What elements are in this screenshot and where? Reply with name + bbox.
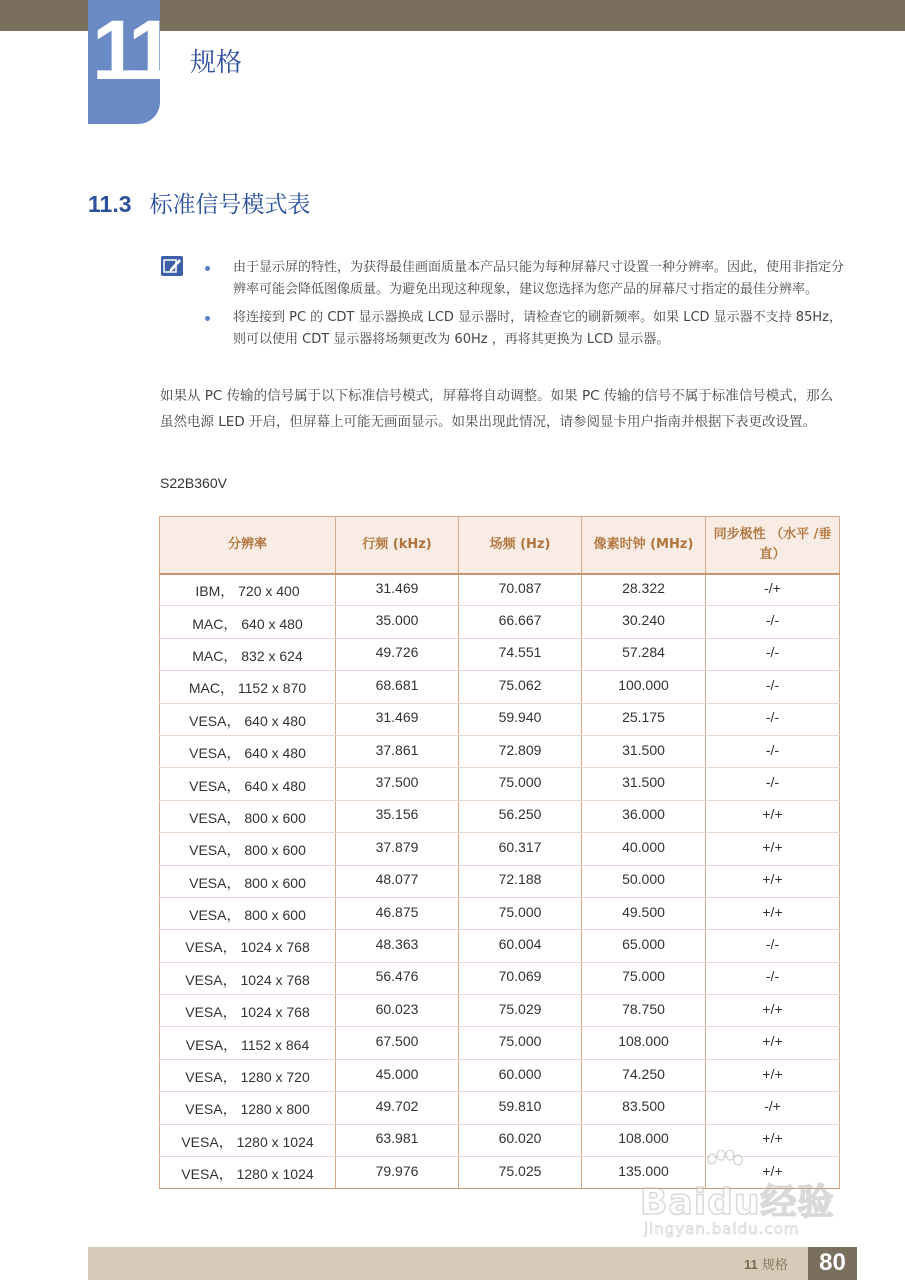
page-number: 80 [819,1249,846,1276]
cell-sync-polarity: -/+ [706,574,840,606]
cell-sync-polarity: +/+ [706,1124,840,1156]
cell-resolution: VESA， 1280 x 800 [160,1092,336,1124]
cell-resolution: VESA， 800 x 600 [160,833,336,865]
header-pixel-clock: 像素时钟 (MHz) [582,517,706,574]
cell-resolution: VESA， 800 x 600 [160,800,336,832]
cell-resolution: VESA， 1152 x 864 [160,1027,336,1059]
cell-v-freq: 60.000 [459,1059,582,1091]
watermark-logo: Baidu经验 [640,1182,835,1223]
table-body [160,574,840,1189]
cell-resolution: IBM， 720 x 400 [160,574,336,606]
footer-bar [88,1247,857,1280]
cell-sync-polarity: -/- [706,768,840,800]
cell-v-freq: 75.029 [459,995,582,1027]
table-header-row [160,517,840,574]
cell-sync-polarity: -/- [706,671,840,703]
cell-h-freq: 67.500 [336,1027,459,1059]
cell-resolution: VESA， 1280 x 1024 [160,1124,336,1156]
cell-pixel-clock: 50.000 [582,865,706,897]
cell-sync-polarity: -/- [706,638,840,670]
cell-sync-polarity: -/- [706,930,840,962]
table-row [160,703,840,735]
cell-sync-polarity: +/+ [706,1059,840,1091]
cell-resolution: MAC， 1152 x 870 [160,671,336,703]
cell-v-freq: 60.317 [459,833,582,865]
note-icon [161,256,183,276]
table-row [160,735,840,767]
cell-pixel-clock: 57.284 [582,638,706,670]
cell-h-freq: 31.469 [336,703,459,735]
table-row [160,638,840,670]
section-title [88,186,311,219]
table-row [160,1092,840,1124]
cell-sync-polarity: +/+ [706,833,840,865]
cell-resolution: VESA， 800 x 600 [160,865,336,897]
cell-h-freq: 49.726 [336,638,459,670]
bullet-icon [205,316,210,321]
cell-pixel-clock: 100.000 [582,671,706,703]
note-text: 将连接到 PC 的 CDT 显示器换成 LCD 显示器时，请检查它的刷新频率。如果 LCD 显示器不支持 85Hz，则可以使用 CDT 显示器将场频更改为 60Hz ，再将其更换为 LCD 显示器。 [233,310,842,347]
cell-v-freq: 72.188 [459,865,582,897]
cell-h-freq: 37.861 [336,735,459,767]
cell-resolution: VESA， 1024 x 768 [160,930,336,962]
footer-chapter-label [744,1254,788,1273]
cell-pixel-clock: 25.175 [582,703,706,735]
cell-v-freq: 75.000 [459,1027,582,1059]
cell-resolution: VESA， 1024 x 768 [160,995,336,1027]
cell-h-freq: 46.875 [336,897,459,929]
cell-pixel-clock: 135.000 [582,1157,706,1189]
cell-h-freq: 35.156 [336,800,459,832]
table-row [160,606,840,638]
section-number: 11.3 [88,191,132,217]
note-item [205,307,845,351]
cell-pixel-clock: 65.000 [582,930,706,962]
cell-pixel-clock: 49.500 [582,897,706,929]
cell-h-freq: 45.000 [336,1059,459,1091]
cell-resolution: MAC， 832 x 624 [160,638,336,670]
cell-sync-polarity: +/+ [706,1157,840,1189]
cell-h-freq: 37.879 [336,833,459,865]
section-title-text: 标准信号模式表 [149,192,311,218]
table-row [160,962,840,994]
header-h-freq: 行频 (kHz) [336,517,459,574]
cell-resolution: VESA， 640 x 480 [160,735,336,767]
cell-pixel-clock: 31.500 [582,768,706,800]
cell-sync-polarity: +/+ [706,995,840,1027]
table-row [160,800,840,832]
note-text: 由于显示屏的特性，为获得最佳画面质量本产品只能为每种屏幕尺寸设置一种分辨率。因此，使用非指定分辨率可能会降低图像质量。为避免出现这种现象，建议您选择为您产品的屏幕尺寸指定的最佳分辨率。 [233,260,845,297]
cell-sync-polarity: -/+ [706,1092,840,1124]
cell-h-freq: 68.681 [336,671,459,703]
bullet-icon [205,266,210,271]
baidu-watermark [640,1150,850,1245]
table-row [160,768,840,800]
cell-resolution: VESA， 1280 x 720 [160,1059,336,1091]
cell-sync-polarity: -/- [706,962,840,994]
cell-v-freq: 75.025 [459,1157,582,1189]
cell-pixel-clock: 36.000 [582,800,706,832]
note-list [205,257,845,357]
cell-v-freq: 72.809 [459,735,582,767]
cell-pixel-clock: 40.000 [582,833,706,865]
cell-pixel-clock: 108.000 [582,1027,706,1059]
cell-v-freq: 70.069 [459,962,582,994]
table-row [160,897,840,929]
cell-resolution: VESA， 1280 x 1024 [160,1157,336,1189]
cell-v-freq: 75.000 [459,897,582,929]
cell-v-freq: 59.810 [459,1092,582,1124]
model-name: S22B360V [160,475,227,491]
cell-v-freq: 75.000 [459,768,582,800]
cell-resolution: VESA， 1024 x 768 [160,962,336,994]
cell-pixel-clock: 28.322 [582,574,706,606]
cell-resolution: VESA， 800 x 600 [160,897,336,929]
cell-v-freq: 70.087 [459,574,582,606]
cell-v-freq: 74.551 [459,638,582,670]
cell-pixel-clock: 83.500 [582,1092,706,1124]
cell-h-freq: 63.981 [336,1124,459,1156]
cell-resolution: VESA， 640 x 480 [160,703,336,735]
signal-mode-table [159,516,840,1189]
header-resolution: 分辨率 [160,517,336,574]
table-row [160,671,840,703]
table-row [160,995,840,1027]
intro-paragraph: 如果从 PC 传输的信号属于以下标准信号模式，屏幕将自动调整。如果 PC 传输的信号不属于标准信号模式，那么虽然电源 LED 开启，但屏幕上可能无画面显示。如果出现此情况，请参阅显卡用户指南并根据下表更改设置。 [160,388,834,430]
cell-h-freq: 37.500 [336,768,459,800]
cell-v-freq: 60.004 [459,930,582,962]
footer-chapter-num: 11 [744,1257,758,1272]
cell-h-freq: 79.976 [336,1157,459,1189]
cell-v-freq: 66.667 [459,606,582,638]
header-v-freq: 场频 (Hz) [459,517,582,574]
cell-sync-polarity: +/+ [706,800,840,832]
chapter-title: 规格 [190,48,243,78]
chapter-number: 11 [92,3,169,97]
cell-h-freq: 35.000 [336,606,459,638]
cell-sync-polarity: -/- [706,735,840,767]
table-row [160,865,840,897]
cell-resolution: VESA， 640 x 480 [160,768,336,800]
cell-sync-polarity: -/- [706,606,840,638]
cell-pixel-clock: 31.500 [582,735,706,767]
table-row [160,1059,840,1091]
cell-h-freq: 31.469 [336,574,459,606]
cell-h-freq: 48.363 [336,930,459,962]
table-row [160,1027,840,1059]
cell-v-freq: 56.250 [459,800,582,832]
cell-pixel-clock: 78.750 [582,995,706,1027]
cell-pixel-clock: 75.000 [582,962,706,994]
cell-v-freq: 59.940 [459,703,582,735]
table-row [160,833,840,865]
cell-pixel-clock: 30.240 [582,606,706,638]
cell-pixel-clock: 108.000 [582,1124,706,1156]
cell-pixel-clock: 74.250 [582,1059,706,1091]
header-sync-polarity: 同步极性 （水平 /垂直） [706,517,840,574]
cell-v-freq: 60.020 [459,1124,582,1156]
footer-chapter-text: 规格 [761,1258,788,1273]
cell-h-freq: 60.023 [336,995,459,1027]
cell-sync-polarity: -/- [706,703,840,735]
cell-sync-polarity: +/+ [706,865,840,897]
cell-h-freq: 48.077 [336,865,459,897]
table-row [160,574,840,606]
cell-sync-polarity: +/+ [706,897,840,929]
note-item [205,257,845,301]
cell-resolution: MAC， 640 x 480 [160,606,336,638]
table-row [160,930,840,962]
watermark-url: jingyan.baidu.com [644,1220,800,1238]
cell-sync-polarity: +/+ [706,1027,840,1059]
cell-h-freq: 49.702 [336,1092,459,1124]
cell-v-freq: 75.062 [459,671,582,703]
cell-h-freq: 56.476 [336,962,459,994]
